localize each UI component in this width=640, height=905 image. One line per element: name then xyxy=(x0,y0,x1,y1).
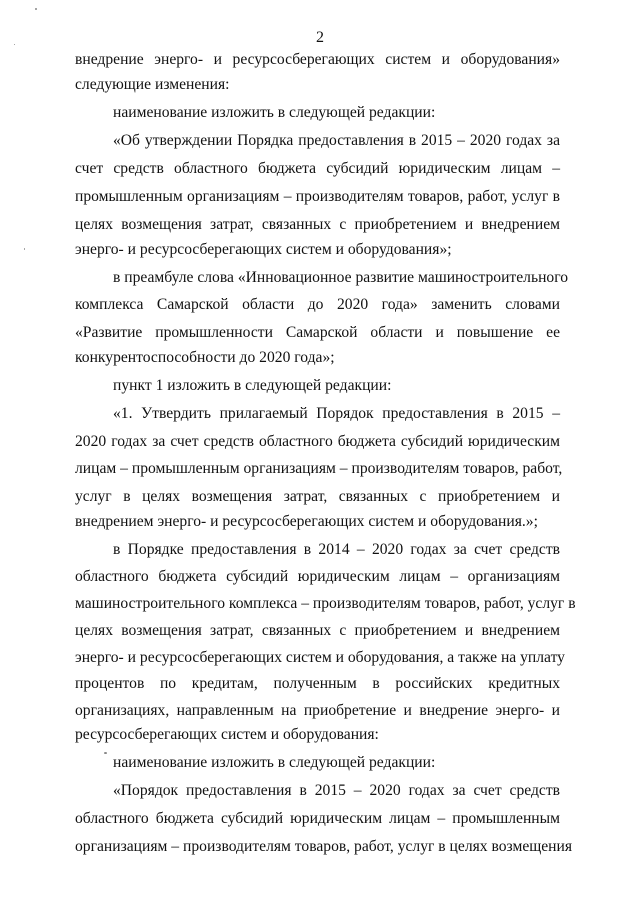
text-line: ресурсосберегающих систем и оборудования: xyxy=(75,726,379,743)
text-line: целях возмещения затрат, связанных с приобретением и внедрением xyxy=(75,216,560,233)
scan-speck xyxy=(14,44,15,45)
text-line: энерго- и ресурсосберегающих систем и оборудования»; xyxy=(75,241,452,258)
text-line: процентов по кредитам, полученным в российских кредитных xyxy=(75,675,560,692)
text-line: промышленным организациям – производителям товаров, работ, услуг в xyxy=(75,188,560,205)
text-line: организациям – производителям товаров, работ, услуг в целях возмещения xyxy=(75,838,573,855)
text-line: областного бюджета субсидий юридическим лицам – организациям xyxy=(75,568,560,585)
text-line: машиностроительного комплекса – производителям товаров, работ, услуг в xyxy=(75,595,576,612)
scan-speck xyxy=(24,248,25,250)
text-line: энерго- и ресурсосберегающих систем и оборудования, а также на уплату xyxy=(75,649,565,666)
text-line: целях возмещения затрат, связанных с приобретением и внедрением xyxy=(75,622,560,639)
text-line: внедрение энерго- и ресурсосберегающих систем и оборудования» xyxy=(75,51,560,68)
text-line: комплекса Самарской области до 2020 года» заменить словами xyxy=(75,296,560,313)
scan-speck xyxy=(104,752,107,754)
text-line: «1. Утвердить прилагаемый Порядок предоставления в 2015 – xyxy=(113,405,560,422)
text-line: конкурентоспособности до 2020 года»; xyxy=(75,349,335,366)
text-line: пункт 1 изложить в следующей редакции: xyxy=(113,377,392,394)
text-line: организациях, направленным на приобретение и внедрение энерго- и xyxy=(75,702,560,719)
text-line: внедрением энерго- и ресурсосберегающих систем и оборудования.»; xyxy=(75,513,538,530)
text-line: в Порядке предоставления в 2014 – 2020 годах за счет средств xyxy=(113,541,560,558)
text-line: лицам – промышленным организациям – производителям товаров, работ, xyxy=(75,460,563,477)
text-line: услуг в целях возмещения затрат, связанных с приобретением и xyxy=(75,488,560,505)
text-line: «Развитие промышленности Самарской области и повышение ее xyxy=(75,324,560,341)
text-line: в преамбуле слова «Инновационное развитие машиностроительного xyxy=(113,269,569,286)
text-line: областного бюджета субсидий юридическим лицам – промышленным xyxy=(75,810,560,827)
text-line: следующие изменения: xyxy=(75,76,230,93)
text-line: наименование изложить в следующей редакции: xyxy=(113,104,436,121)
text-line: «Об утверждении Порядка предоставления в 2015 – 2020 годах за xyxy=(113,132,560,149)
text-line: наименование изложить в следующей редакции: xyxy=(113,754,436,771)
page-number: 2 xyxy=(316,29,324,46)
text-line: «Порядок предоставления в 2015 – 2020 годах за счет средств xyxy=(113,782,560,799)
scan-speck xyxy=(35,8,37,10)
text-line: 2020 годах за счет средств областного бюджета субсидий юридическим xyxy=(75,433,560,450)
text-line: счет средств областного бюджета субсидий юридическим лицам – xyxy=(75,160,560,177)
